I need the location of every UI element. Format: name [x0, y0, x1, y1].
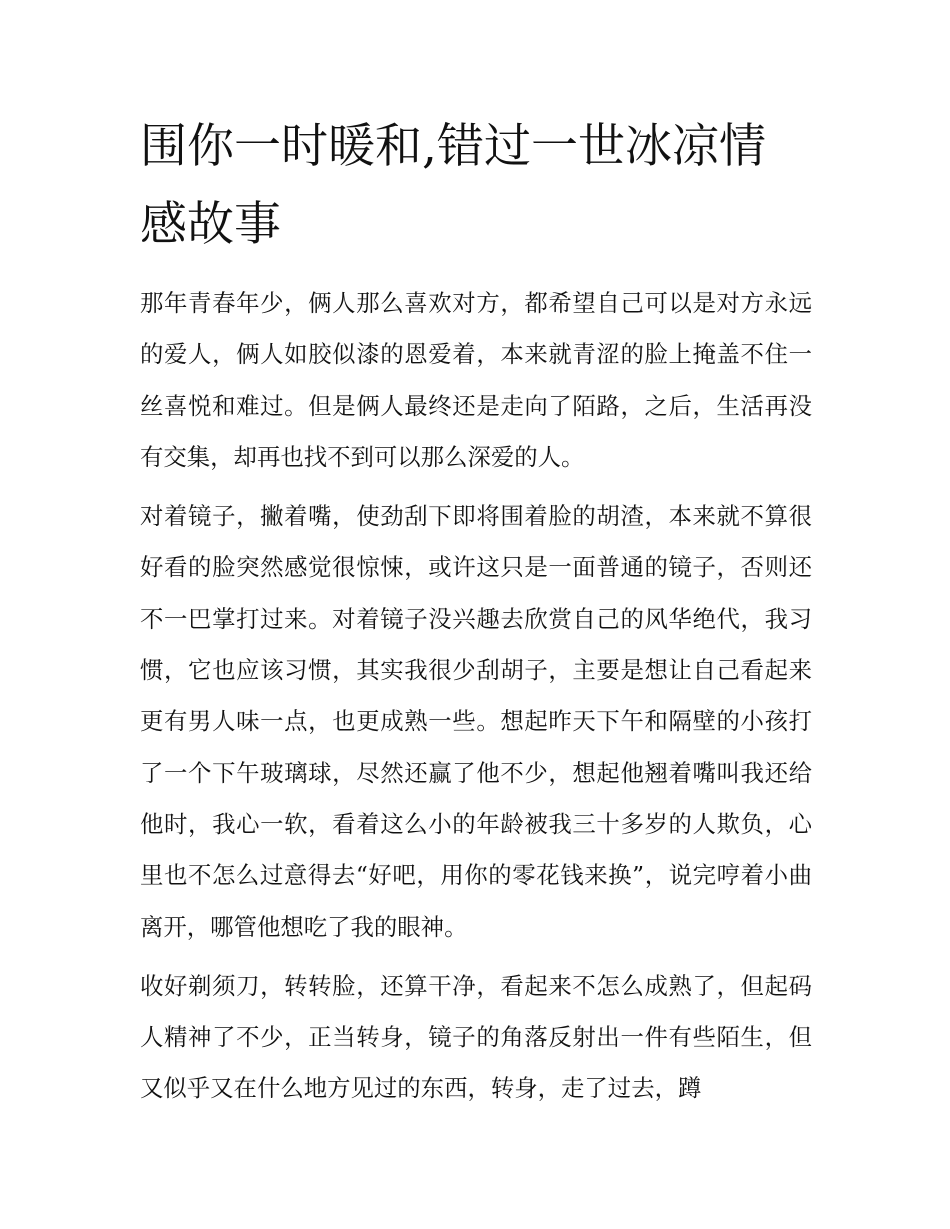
paragraph-3: 收好剃须刀，转转脸，还算干净，看起来不怎么成熟了，但起码人精神了不少，正当转身，镜子的角落反射出一件有些陌生，但又似乎又在什么地方见过的东西，转身，走了过去，蹲	[140, 971, 812, 1103]
paragraph-2: 对着镜子，撇着嘴，使劲刮下即将围着脸的胡渣，本来就不算很好看的脸突然感觉很惊悚，或许这只是一面普通的镜子，否则还不一巴掌打过来。对着镜子没兴趣去欣赏自己的风华绝代，我习惯，它也应该习惯，其实我很少刮胡子，主要是想让自己看起来更有男人味一点，也更成熟一些。想起昨天下午和隔壁的小孩打了一个下午玻璃球，尽然还赢了他不少，想起他翘着嘴叫我还给他时，我心一软，看着这么小的年龄被我三十多岁的人欺负，心里也不怎么过意得去“好吧，用你的零花钱来换”，说完哼着小曲离开，哪管他想吃了我的眼神。	[140, 502, 812, 941]
document-body	[140, 108, 812, 1115]
paragraph-1: 那年青春年少，俩人那么喜欢对方，都希望自己可以是对方永远的爱人，俩人如胶似漆的恩爱着，本来就青涩的脸上掩盖不住一丝喜悦和难过。但是俩人最终还是走向了陌路，之后，生活再没有交集，却再也找不到可以那么深爱的人。	[140, 289, 812, 471]
document-title: 围你一时暖和,错过一世冰凉情感故事	[140, 119, 766, 252]
